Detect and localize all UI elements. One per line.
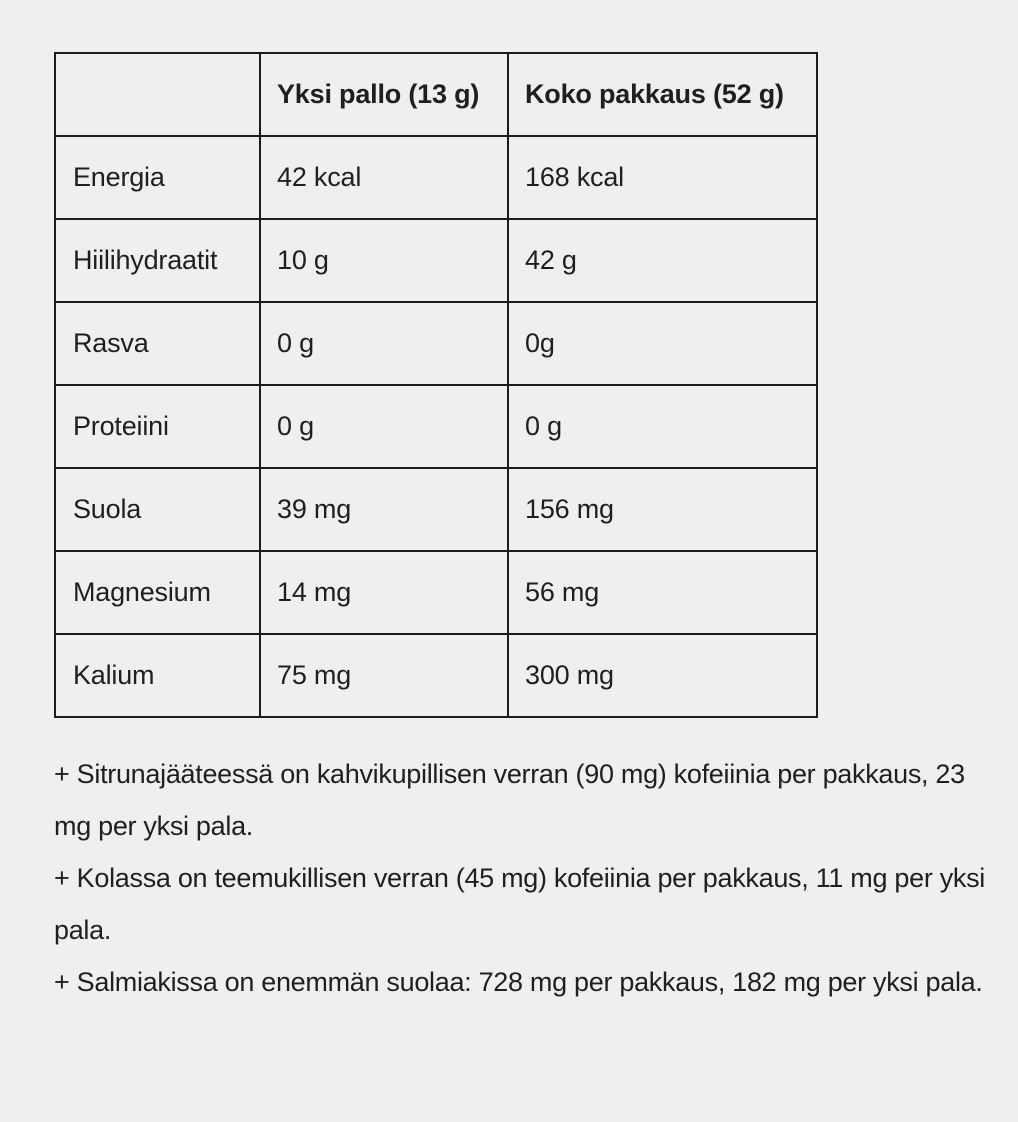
note-salmiak-salt: + Salmiakissa on enemmän suolaa: 728 mg per pakkaus, 182 mg per yksi pala. xyxy=(54,967,983,997)
notes-list xyxy=(54,748,989,1008)
table-row xyxy=(55,302,817,385)
table-row xyxy=(55,468,817,551)
row-value-single: 0 g xyxy=(260,385,508,468)
table-header-row xyxy=(55,53,817,136)
row-label: Kalium xyxy=(55,634,260,717)
row-label: Magnesium xyxy=(55,551,260,634)
row-value-single: 42 kcal xyxy=(260,136,508,219)
header-cell-single-ball: Yksi pallo (13 g) xyxy=(260,53,508,136)
nutrition-table xyxy=(54,52,818,718)
header-cell-whole-package: Koko pakkaus (52 g) xyxy=(508,53,817,136)
row-label: Hiilihydraatit xyxy=(55,219,260,302)
note-lemon-caffeine: + Sitrunajääteessä on kahvikupillisen verran (90 mg) kofeiinia per pakkaus, 23 mg per yksi pala. xyxy=(54,759,965,841)
table-row xyxy=(55,219,817,302)
header-cell-empty xyxy=(55,53,260,136)
note-cola-caffeine: + Kolassa on teemukillisen verran (45 mg) kofeiinia per pakkaus, 11 mg per yksi pala. xyxy=(54,863,986,945)
row-value-package: 0g xyxy=(508,302,817,385)
row-label: Suola xyxy=(55,468,260,551)
row-value-package: 0 g xyxy=(508,385,817,468)
row-value-single: 75 mg xyxy=(260,634,508,717)
row-value-package: 42 g xyxy=(508,219,817,302)
row-value-package: 56 mg xyxy=(508,551,817,634)
row-value-single: 14 mg xyxy=(260,551,508,634)
nutrition-content xyxy=(54,52,994,1008)
row-label: Proteiini xyxy=(55,385,260,468)
table-row xyxy=(55,385,817,468)
row-value-single: 0 g xyxy=(260,302,508,385)
row-label: Energia xyxy=(55,136,260,219)
row-value-single: 10 g xyxy=(260,219,508,302)
table-row xyxy=(55,551,817,634)
row-label: Rasva xyxy=(55,302,260,385)
row-value-package: 156 mg xyxy=(508,468,817,551)
table-row xyxy=(55,634,817,717)
row-value-package: 168 kcal xyxy=(508,136,817,219)
row-value-package: 300 mg xyxy=(508,634,817,717)
row-value-single: 39 mg xyxy=(260,468,508,551)
table-row xyxy=(55,136,817,219)
